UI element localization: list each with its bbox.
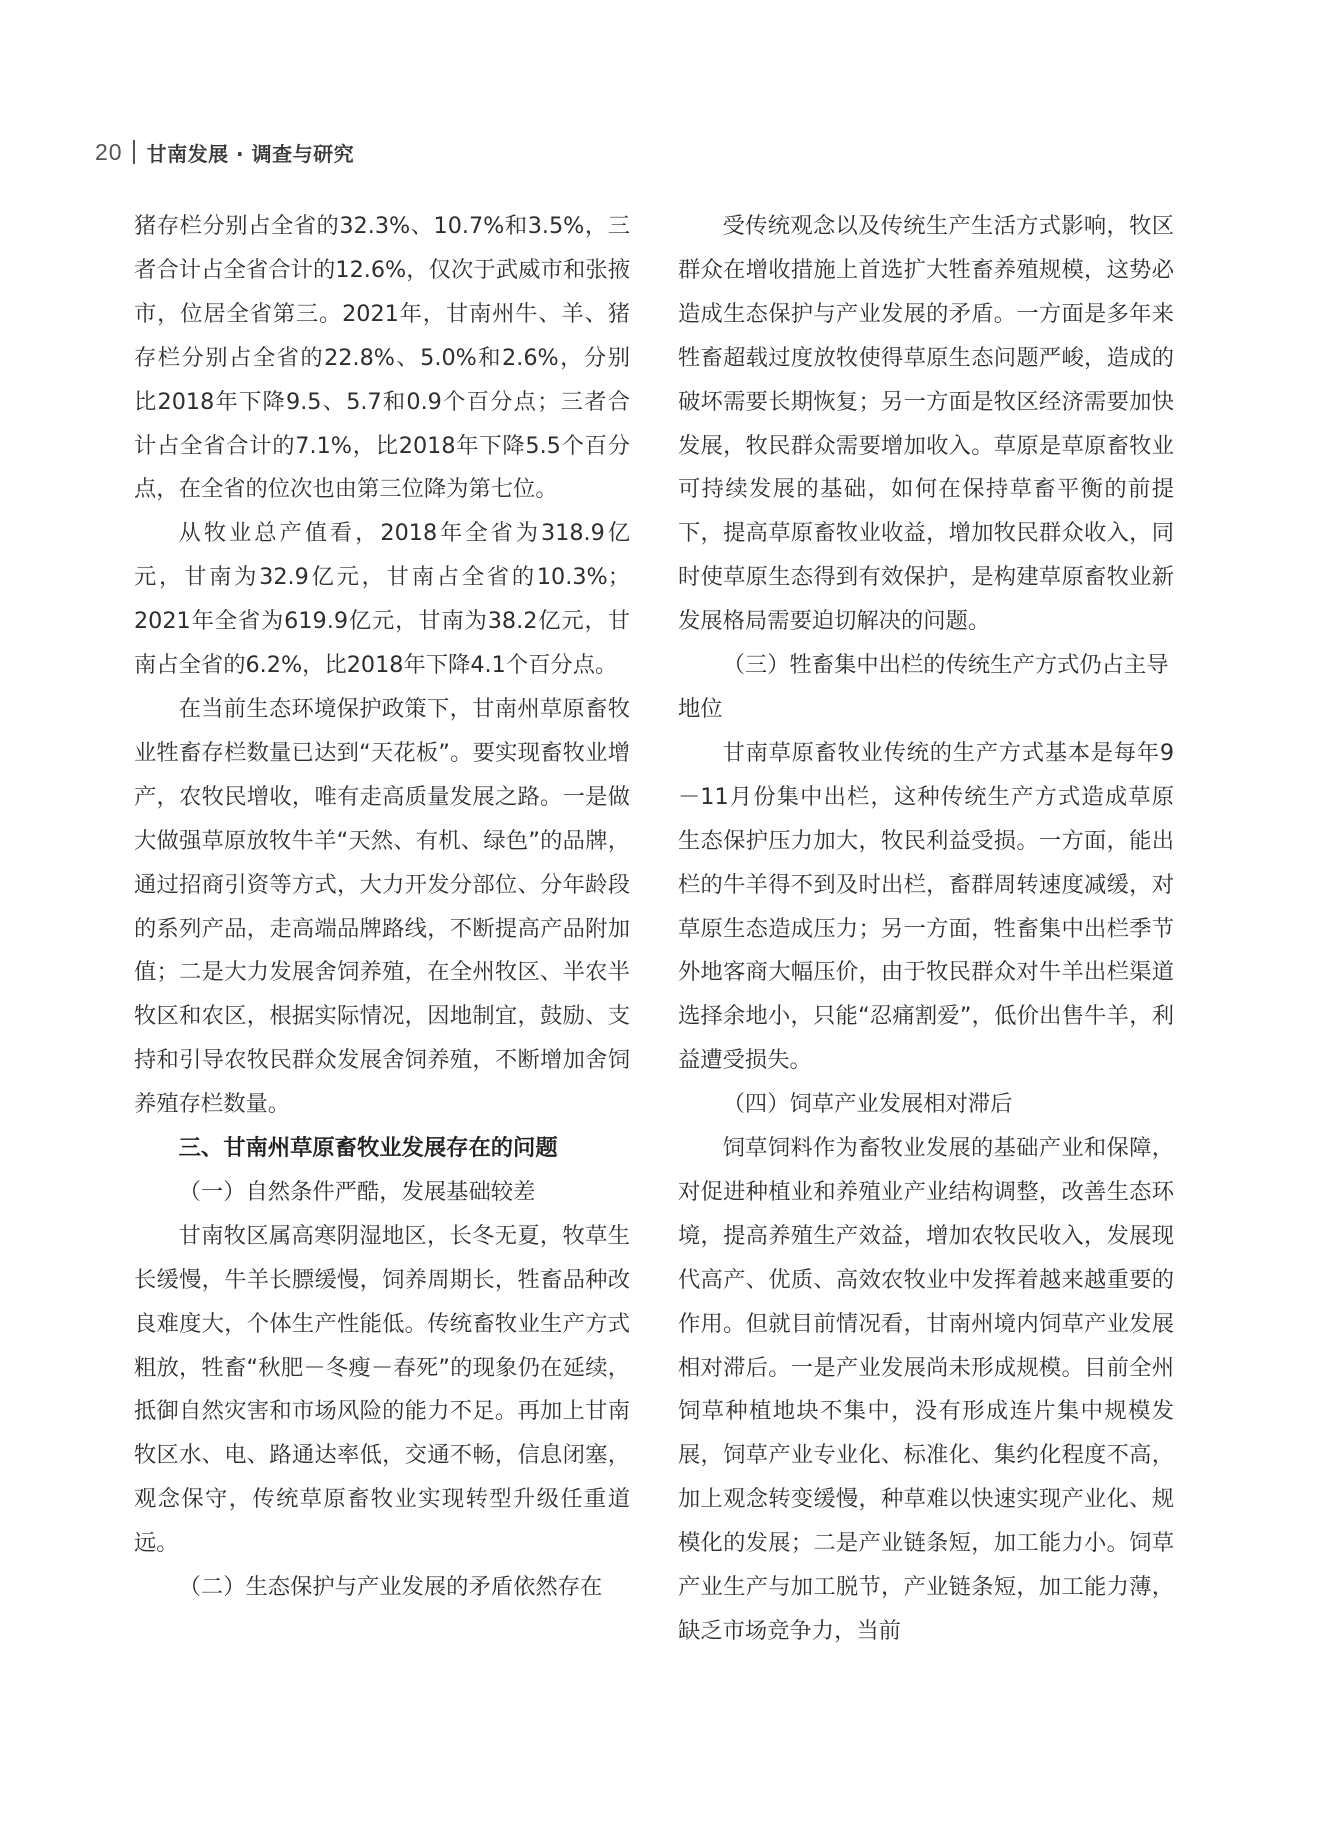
paragraph-natural-conditions: 甘南牧区属高寒阴湿地区，长冬无夏，牧草生长缓慢，牛羊长膘缓慢，饲养周期长，牲畜品种改良难度大，个体生产性能低。传统畜牧业生产方式粗放，牲畜“秋肥－冬瘦－春死”的现象仍在延续，抵御自然灾害和市场风险的能力不足。再加上甘南牧区水、电、路通达率低，交通不畅，信息闭塞，观念保守，传统草原畜牧业实现转型升级任重道远。 xyxy=(134,1222,630,1557)
subheading-ecology-vs-industry: （二）生态保护与产业发展的矛盾依然存在 xyxy=(178,1574,603,1601)
subheading-natural-conditions: （一）自然条件严酷，发展基础较差 xyxy=(178,1178,536,1205)
left-column xyxy=(134,205,630,1610)
section-heading-problems: 三、甘南州草原畜牧业发展存在的问题 xyxy=(178,1135,558,1162)
paragraph-ecology-vs-industry: 受传统观念以及传统生产生活方式影响，牧区群众在增收措施上首选扩大牲畜养殖规模，这势必造成生态保护与产业发展的矛盾。一方面是多年来牲畜超载过度放牧使得草原生态问题严峻，造成的破坏需要长期恢复；另一方面是牧区经济需要加快发展，牧民群众需要增加收入。草原是草原畜牧业可持续发展的基础，如何在保持草畜平衡的前提下，提高草原畜牧业收益，增加牧民群众收入，同时使草原生态得到有效保护，是构建草原畜牧业新发展格局需要迫切解决的问题。 xyxy=(678,213,1174,635)
page-number: 20 xyxy=(95,138,123,165)
running-title: 甘南发展 · 调查与研究 xyxy=(146,141,355,166)
page-header xyxy=(95,137,354,167)
paragraph-forage-industry: 饲草饲料作为畜牧业发展的基础产业和保障，对促进种植业和养殖业产业结构调整，改善生态环境，提高养殖生产效益，增加农牧民收入，发展现代高产、优质、高效农牧业中发挥着越来越重要的作用。但就目前情况看，甘南州境内饲草产业发展相对滞后。一是产业发展尚未形成规模。目前全州饲草种植地块不集中，没有形成连片集中规模发展，饲草产业专业化、标准化、集约化程度不高，加上观念转变缓慢，种草难以快速实现产业化、规模化的发展；二是产业链条短，加工能力小。饲草产业生产与加工脱节，产业链条短，加工能力薄，缺乏市场竞争力，当前 xyxy=(678,1135,1174,1644)
paragraph-concentrated-slaughter: 甘南草原畜牧业传统的生产方式基本是每年9－11月份集中出栏，这种传统生产方式造成草原生态保护压力加大，牧民利益受损。一方面，能出栏的牛羊得不到及时出栏，畜群周转速度减缓，对草原生态造成压力；另一方面，牲畜集中出栏季节外地客商大幅压价，由于牧民群众对牛羊出栏渠道选择余地小，只能“忍痛割爱”，低价出售牛羊，利益遭受损失。 xyxy=(678,739,1174,1074)
subheading-forage-industry: （四）饲草产业发展相对滞后 xyxy=(722,1091,1013,1118)
paragraph-livestock-share: 猪存栏分别占全省的32.3%、10.7%和3.5%，三者合计占全省合计的12.6%，仅次于武威市和张掖市，位居全省第三。2021年，甘南州牛、羊、猪存栏分别占全省的22.8%、5.0%和2.6%，分别比2018年下降9.5、5.7和0.9个百分点；三者合计占全省合计的7.1%，比2018年下降5.5个百分点，在全省的位次也由第三位降为第七位。 xyxy=(134,213,630,503)
right-column xyxy=(678,205,1174,1654)
header-divider xyxy=(133,140,135,164)
subheading-concentrated-slaughter: （三）牲畜集中出栏的传统生产方式仍占主导地位 xyxy=(678,652,1169,722)
paragraph-high-quality-development: 在当前生态环境保护政策下，甘南州草原畜牧业牲畜存栏数量已达到“天花板”。要实现畜牧业增产，农牧民增收，唯有走高质量发展之路。一是做大做强草原放牧牛羊“天然、有机、绿色”的品牌，通过招商引资等方式，大力开发分部位、分年龄段的系列产品，走高端品牌路线，不断提高产品附加值；二是大力发展舍饲养殖，在全州牧区、半农半牧区和农区，根据实际情况，因地制宜，鼓励、支持和引导农牧民群众发展舍饲养殖，不断增加舍饲养殖存栏数量。 xyxy=(134,695,630,1118)
paragraph-output-value: 从牧业总产值看，2018年全省为318.9亿元，甘南为32.9亿元，甘南占全省的10.3%；2021年全省为619.9亿元，甘南为38.2亿元，甘南占全省的6.2%，比2018年下降4.1个百分点。 xyxy=(134,520,630,679)
